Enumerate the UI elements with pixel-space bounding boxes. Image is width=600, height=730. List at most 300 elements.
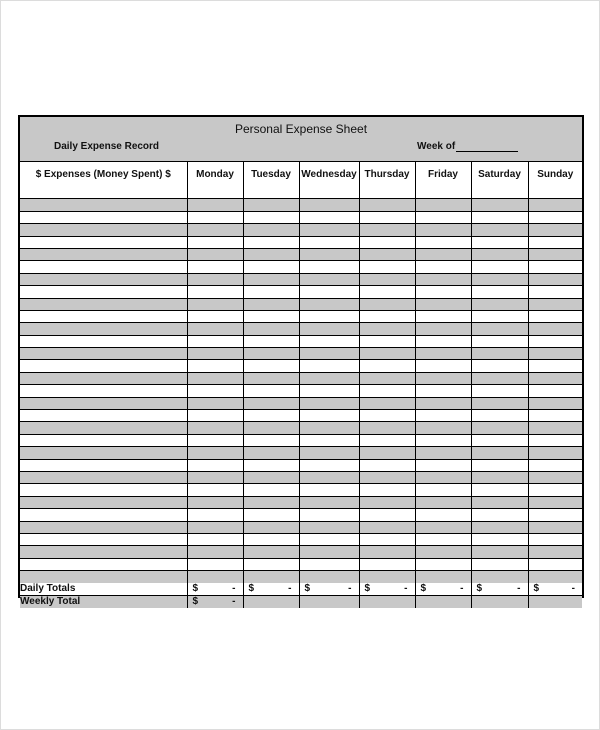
expense-row: [20, 471, 582, 483]
expense-amount-cell[interactable]: [187, 310, 243, 322]
expense-amount-cell[interactable]: [471, 236, 528, 248]
expense-description-cell[interactable]: [20, 533, 187, 545]
expense-amount-cell[interactable]: [471, 298, 528, 310]
expense-amount-cell[interactable]: [187, 471, 243, 483]
expense-description-cell[interactable]: [20, 236, 187, 248]
expense-amount-cell[interactable]: [299, 509, 359, 521]
expense-table: [20, 162, 582, 608]
expense-amount-cell[interactable]: [243, 434, 299, 446]
expense-amount-cell[interactable]: [359, 298, 415, 310]
expense-amount-cell[interactable]: [415, 360, 471, 372]
expense-amount-cell[interactable]: [243, 224, 299, 236]
expense-amount-cell[interactable]: [243, 286, 299, 298]
column-header-row: [20, 162, 582, 187]
expense-amount-cell[interactable]: [471, 385, 528, 397]
expense-row: [20, 335, 582, 347]
expense-description-cell[interactable]: [20, 410, 187, 422]
expense-amount-cell[interactable]: [471, 323, 528, 335]
expense-description-cell[interactable]: [20, 459, 187, 471]
expense-amount-cell[interactable]: [187, 372, 243, 384]
expense-amount-cell[interactable]: [243, 273, 299, 285]
expense-amount-cell[interactable]: [415, 236, 471, 248]
expense-amount-cell[interactable]: [415, 509, 471, 521]
expense-description-cell[interactable]: [20, 422, 187, 434]
expense-amount-cell[interactable]: [528, 323, 582, 335]
expense-amount-cell[interactable]: [528, 298, 582, 310]
expense-amount-cell[interactable]: [187, 187, 243, 199]
expense-amount-cell[interactable]: [528, 187, 582, 199]
empty-cell: [243, 595, 299, 608]
expense-description-cell[interactable]: [20, 509, 187, 521]
expense-amount-cell[interactable]: [528, 199, 582, 211]
expense-amount-cell[interactable]: [471, 459, 528, 471]
week-of-field[interactable]: [456, 151, 518, 152]
expense-amount-cell[interactable]: [471, 546, 528, 558]
expense-amount-cell[interactable]: [359, 509, 415, 521]
expense-amount-cell[interactable]: [187, 484, 243, 496]
expense-amount-cell[interactable]: [359, 286, 415, 298]
expense-row: [20, 509, 582, 521]
expense-amount-cell[interactable]: [528, 422, 582, 434]
expense-amount-cell[interactable]: [243, 496, 299, 508]
expense-description-cell[interactable]: [20, 286, 187, 298]
expense-description-cell[interactable]: [20, 434, 187, 446]
expense-amount-cell[interactable]: [471, 434, 528, 446]
expense-amount-cell[interactable]: [415, 533, 471, 545]
expense-amount-cell[interactable]: [528, 286, 582, 298]
expense-amount-cell[interactable]: [471, 509, 528, 521]
total-value: -: [460, 583, 464, 594]
expense-amount-cell[interactable]: [359, 571, 415, 583]
expense-description-cell[interactable]: [20, 471, 187, 483]
empty-cell: [471, 595, 528, 608]
expense-amount-cell[interactable]: [528, 471, 582, 483]
expense-amount-cell[interactable]: [528, 372, 582, 384]
expense-amount-cell[interactable]: [359, 335, 415, 347]
expense-description-cell[interactable]: [20, 224, 187, 236]
expense-description-cell[interactable]: [20, 248, 187, 260]
expense-amount-cell[interactable]: [471, 484, 528, 496]
expense-amount-cell[interactable]: [187, 261, 243, 273]
expense-amount-cell[interactable]: [187, 558, 243, 570]
expense-amount-cell[interactable]: [299, 521, 359, 533]
expense-amount-cell[interactable]: [528, 348, 582, 360]
expense-amount-cell[interactable]: [187, 335, 243, 347]
expense-amount-cell[interactable]: [187, 447, 243, 459]
expense-amount-cell[interactable]: [415, 323, 471, 335]
expense-amount-cell[interactable]: [415, 558, 471, 570]
expense-amount-cell[interactable]: [299, 360, 359, 372]
expense-row: [20, 360, 582, 372]
expense-amount-cell[interactable]: [243, 422, 299, 434]
expense-amount-cell[interactable]: [359, 323, 415, 335]
expense-amount-cell[interactable]: [528, 397, 582, 409]
column-header-wednesday: Wednesday: [299, 162, 359, 187]
expense-amount-cell[interactable]: [528, 571, 582, 583]
expense-amount-cell[interactable]: [299, 397, 359, 409]
expense-amount-cell[interactable]: [243, 310, 299, 322]
expense-description-cell[interactable]: [20, 211, 187, 223]
expense-amount-cell[interactable]: [243, 447, 299, 459]
expense-amount-cell[interactable]: [359, 533, 415, 545]
expense-amount-cell[interactable]: [415, 397, 471, 409]
expense-amount-cell[interactable]: [415, 434, 471, 446]
expense-amount-cell[interactable]: [187, 546, 243, 558]
expense-amount-cell[interactable]: [415, 310, 471, 322]
expense-amount-cell[interactable]: [187, 521, 243, 533]
expense-amount-cell[interactable]: [187, 410, 243, 422]
expense-amount-cell[interactable]: [243, 187, 299, 199]
expense-amount-cell[interactable]: [415, 224, 471, 236]
expense-row: [20, 459, 582, 471]
expense-amount-cell[interactable]: [359, 484, 415, 496]
expense-amount-cell[interactable]: [187, 286, 243, 298]
expense-amount-cell[interactable]: [415, 335, 471, 347]
expense-row: [20, 372, 582, 384]
expense-amount-cell[interactable]: [359, 372, 415, 384]
expense-amount-cell[interactable]: [243, 509, 299, 521]
expense-amount-cell[interactable]: [471, 397, 528, 409]
expense-amount-cell[interactable]: [415, 211, 471, 223]
total-value: -: [571, 583, 575, 594]
total-value: -: [288, 583, 292, 594]
expense-amount-cell[interactable]: [243, 571, 299, 583]
expense-amount-cell[interactable]: [471, 571, 528, 583]
expense-amount-cell[interactable]: [299, 410, 359, 422]
expense-amount-cell[interactable]: [243, 533, 299, 545]
expense-amount-cell[interactable]: [471, 496, 528, 508]
expense-amount-cell[interactable]: [471, 211, 528, 223]
expense-amount-cell[interactable]: [528, 385, 582, 397]
expense-amount-cell[interactable]: [359, 211, 415, 223]
expense-amount-cell[interactable]: [299, 533, 359, 545]
expense-amount-cell[interactable]: [187, 385, 243, 397]
expense-amount-cell[interactable]: [299, 298, 359, 310]
expense-amount-cell[interactable]: [243, 199, 299, 211]
expense-amount-cell[interactable]: [528, 261, 582, 273]
expense-amount-cell[interactable]: [187, 397, 243, 409]
expense-amount-cell[interactable]: [415, 410, 471, 422]
expense-amount-cell[interactable]: [471, 273, 528, 285]
expense-row: [20, 447, 582, 459]
expense-amount-cell[interactable]: [471, 410, 528, 422]
expense-amount-cell[interactable]: [299, 496, 359, 508]
expense-amount-cell[interactable]: [243, 323, 299, 335]
expense-amount-cell[interactable]: [359, 261, 415, 273]
expense-amount-cell[interactable]: [415, 546, 471, 558]
expense-amount-cell[interactable]: [187, 224, 243, 236]
expense-amount-cell[interactable]: [471, 360, 528, 372]
column-header-thursday: Thursday: [359, 162, 415, 187]
expense-description-cell[interactable]: [20, 360, 187, 372]
expense-description-cell[interactable]: [20, 397, 187, 409]
expense-row: [20, 571, 582, 583]
expense-amount-cell[interactable]: [299, 385, 359, 397]
empty-cell: [359, 595, 415, 608]
expense-amount-cell[interactable]: [528, 459, 582, 471]
expense-amount-cell[interactable]: [471, 447, 528, 459]
expense-amount-cell[interactable]: [415, 298, 471, 310]
expense-amount-cell[interactable]: [359, 310, 415, 322]
expense-description-cell[interactable]: [20, 261, 187, 273]
expense-amount-cell[interactable]: [415, 273, 471, 285]
expense-amount-cell[interactable]: [243, 335, 299, 347]
expense-amount-cell[interactable]: [187, 496, 243, 508]
expense-amount-cell[interactable]: [243, 558, 299, 570]
expense-amount-cell[interactable]: [243, 546, 299, 558]
expense-description-cell[interactable]: [20, 348, 187, 360]
expense-amount-cell[interactable]: [187, 248, 243, 260]
expense-amount-cell[interactable]: [415, 187, 471, 199]
expense-amount-cell[interactable]: [243, 298, 299, 310]
expense-amount-cell[interactable]: [359, 248, 415, 260]
expense-amount-cell[interactable]: [528, 533, 582, 545]
expense-description-cell[interactable]: [20, 496, 187, 508]
expense-amount-cell[interactable]: [243, 471, 299, 483]
expense-amount-cell[interactable]: [471, 348, 528, 360]
expense-amount-cell[interactable]: [528, 558, 582, 570]
expense-amount-cell[interactable]: [299, 471, 359, 483]
expense-amount-cell[interactable]: [528, 273, 582, 285]
expense-amount-cell[interactable]: [415, 447, 471, 459]
expense-amount-cell[interactable]: [359, 422, 415, 434]
expense-amount-cell[interactable]: [359, 397, 415, 409]
expense-amount-cell[interactable]: [299, 459, 359, 471]
expense-amount-cell[interactable]: [299, 571, 359, 583]
expense-amount-cell[interactable]: [359, 434, 415, 446]
expense-amount-cell[interactable]: [471, 335, 528, 347]
expense-amount-cell[interactable]: [415, 248, 471, 260]
expense-amount-cell[interactable]: [471, 471, 528, 483]
currency-symbol: $: [248, 583, 255, 594]
expense-amount-cell[interactable]: [243, 397, 299, 409]
expense-amount-cell[interactable]: [299, 335, 359, 347]
expense-amount-cell[interactable]: [528, 447, 582, 459]
expense-amount-cell[interactable]: [359, 521, 415, 533]
expense-amount-cell[interactable]: [299, 348, 359, 360]
expense-amount-cell[interactable]: [528, 410, 582, 422]
expense-amount-cell[interactable]: [243, 236, 299, 248]
sheet-subtitle: Daily Expense Record: [54, 141, 160, 152]
expense-amount-cell[interactable]: [359, 360, 415, 372]
expense-amount-cell[interactable]: [359, 471, 415, 483]
expense-amount-cell[interactable]: [471, 248, 528, 260]
expense-amount-cell[interactable]: [471, 310, 528, 322]
daily-total-cell: [471, 583, 528, 596]
daily-total-cell: [359, 583, 415, 596]
expense-row: [20, 385, 582, 397]
expense-amount-cell[interactable]: [187, 509, 243, 521]
expense-amount-cell[interactable]: [299, 199, 359, 211]
daily-totals-row: [20, 583, 582, 596]
expense-description-cell[interactable]: [20, 310, 187, 322]
expense-amount-cell[interactable]: [187, 236, 243, 248]
expense-amount-cell[interactable]: [243, 348, 299, 360]
expense-amount-cell[interactable]: [359, 348, 415, 360]
expense-amount-cell[interactable]: [299, 484, 359, 496]
expense-amount-cell[interactable]: [187, 199, 243, 211]
expense-amount-cell[interactable]: [359, 410, 415, 422]
expense-amount-cell[interactable]: [243, 521, 299, 533]
expense-amount-cell[interactable]: [187, 459, 243, 471]
expense-amount-cell[interactable]: [299, 434, 359, 446]
expense-amount-cell[interactable]: [299, 323, 359, 335]
column-header-saturday: Saturday: [471, 162, 528, 187]
expense-amount-cell[interactable]: [471, 286, 528, 298]
column-header-tuesday: Tuesday: [243, 162, 299, 187]
expense-description-cell[interactable]: [20, 187, 187, 199]
expense-amount-cell[interactable]: [471, 521, 528, 533]
expense-amount-cell[interactable]: [299, 187, 359, 199]
expense-amount-cell[interactable]: [187, 571, 243, 583]
expense-description-cell[interactable]: [20, 385, 187, 397]
expense-amount-cell[interactable]: [359, 187, 415, 199]
total-value: -: [232, 596, 236, 607]
expense-amount-cell[interactable]: [415, 521, 471, 533]
expense-amount-cell[interactable]: [471, 372, 528, 384]
expense-amount-cell[interactable]: [187, 360, 243, 372]
expense-row: [20, 484, 582, 496]
expense-amount-cell[interactable]: [299, 310, 359, 322]
expense-amount-cell[interactable]: [187, 434, 243, 446]
expense-description-cell[interactable]: [20, 372, 187, 384]
expense-amount-cell[interactable]: [299, 261, 359, 273]
expense-amount-cell[interactable]: [359, 224, 415, 236]
expense-amount-cell[interactable]: [359, 236, 415, 248]
daily-totals-label: Daily Totals: [20, 583, 187, 596]
column-header-friday: Friday: [415, 162, 471, 187]
expense-amount-cell[interactable]: [415, 372, 471, 384]
expense-description-cell[interactable]: [20, 335, 187, 347]
expense-amount-cell[interactable]: [187, 273, 243, 285]
expense-amount-cell[interactable]: [299, 422, 359, 434]
expense-amount-cell[interactable]: [187, 533, 243, 545]
expense-amount-cell[interactable]: [359, 273, 415, 285]
expense-description-cell[interactable]: [20, 447, 187, 459]
expense-amount-cell[interactable]: [187, 298, 243, 310]
expense-amount-cell[interactable]: [187, 422, 243, 434]
expense-amount-cell[interactable]: [415, 484, 471, 496]
expense-description-cell[interactable]: [20, 298, 187, 310]
weekly-total-label: Weekly Total: [20, 595, 187, 608]
expense-amount-cell[interactable]: [299, 211, 359, 223]
expense-amount-cell[interactable]: [359, 546, 415, 558]
expense-sheet: [18, 115, 584, 607]
expense-amount-cell[interactable]: [359, 459, 415, 471]
expense-amount-cell[interactable]: [415, 459, 471, 471]
expense-amount-cell[interactable]: [299, 236, 359, 248]
expense-row: [20, 248, 582, 260]
daily-total-cell: [528, 583, 582, 596]
expense-amount-cell[interactable]: [243, 372, 299, 384]
expense-amount-cell[interactable]: [471, 261, 528, 273]
expense-amount-cell[interactable]: [528, 496, 582, 508]
expense-amount-cell[interactable]: [299, 447, 359, 459]
expense-amount-cell[interactable]: [243, 484, 299, 496]
expense-amount-cell[interactable]: [528, 236, 582, 248]
expense-amount-cell[interactable]: [415, 385, 471, 397]
expense-description-cell[interactable]: [20, 546, 187, 558]
expense-amount-cell[interactable]: [243, 248, 299, 260]
expense-amount-cell[interactable]: [187, 211, 243, 223]
expense-amount-cell[interactable]: [528, 360, 582, 372]
expense-amount-cell[interactable]: [528, 521, 582, 533]
expense-row: [20, 323, 582, 335]
expense-amount-cell[interactable]: [471, 224, 528, 236]
expense-amount-cell[interactable]: [471, 558, 528, 570]
expense-amount-cell[interactable]: [471, 187, 528, 199]
expense-amount-cell[interactable]: [359, 385, 415, 397]
expense-amount-cell[interactable]: [359, 199, 415, 211]
expense-amount-cell[interactable]: [299, 224, 359, 236]
expense-amount-cell[interactable]: [187, 348, 243, 360]
empty-cell: [299, 595, 359, 608]
expense-description-cell[interactable]: [20, 484, 187, 496]
expense-amount-cell[interactable]: [299, 248, 359, 260]
expense-amount-cell[interactable]: [415, 286, 471, 298]
expense-amount-cell[interactable]: [187, 323, 243, 335]
expense-amount-cell[interactable]: [243, 211, 299, 223]
daily-total-cell: [415, 583, 471, 596]
expense-amount-cell[interactable]: [415, 471, 471, 483]
expense-amount-cell[interactable]: [415, 199, 471, 211]
expense-amount-cell[interactable]: [243, 410, 299, 422]
currency-symbol: $: [420, 583, 427, 594]
expense-amount-cell[interactable]: [299, 273, 359, 285]
expense-amount-cell[interactable]: [415, 261, 471, 273]
expense-row: [20, 496, 582, 508]
expense-amount-cell[interactable]: [415, 348, 471, 360]
expense-amount-cell[interactable]: [528, 509, 582, 521]
expense-amount-cell[interactable]: [299, 558, 359, 570]
expense-amount-cell[interactable]: [243, 385, 299, 397]
expense-description-cell[interactable]: [20, 558, 187, 570]
expense-amount-cell[interactable]: [471, 422, 528, 434]
expense-row: [20, 558, 582, 570]
expense-amount-cell[interactable]: [415, 571, 471, 583]
currency-symbol: $: [192, 583, 199, 594]
weekly-total-cell: [187, 595, 243, 608]
expense-amount-cell[interactable]: [528, 224, 582, 236]
expense-amount-cell[interactable]: [528, 484, 582, 496]
column-header-monday: Monday: [187, 162, 243, 187]
expense-amount-cell[interactable]: [243, 459, 299, 471]
expense-amount-cell[interactable]: [528, 546, 582, 558]
expense-description-cell[interactable]: [20, 323, 187, 335]
expense-amount-cell[interactable]: [528, 434, 582, 446]
expense-amount-cell[interactable]: [299, 286, 359, 298]
expense-amount-cell[interactable]: [299, 372, 359, 384]
expense-description-cell[interactable]: [20, 521, 187, 533]
expense-amount-cell[interactable]: [359, 496, 415, 508]
expense-description-cell[interactable]: [20, 273, 187, 285]
expense-description-cell[interactable]: [20, 571, 187, 583]
expense-amount-cell[interactable]: [528, 310, 582, 322]
expense-amount-cell[interactable]: [299, 546, 359, 558]
expense-amount-cell[interactable]: [471, 199, 528, 211]
expense-amount-cell[interactable]: [528, 248, 582, 260]
expense-amount-cell[interactable]: [243, 261, 299, 273]
expense-amount-cell[interactable]: [471, 533, 528, 545]
expense-amount-cell[interactable]: [359, 558, 415, 570]
expense-amount-cell[interactable]: [243, 360, 299, 372]
expense-amount-cell[interactable]: [359, 447, 415, 459]
expense-amount-cell[interactable]: [415, 422, 471, 434]
expense-amount-cell[interactable]: [528, 335, 582, 347]
expense-amount-cell[interactable]: [415, 496, 471, 508]
expense-amount-cell[interactable]: [528, 211, 582, 223]
expense-description-cell[interactable]: [20, 199, 187, 211]
